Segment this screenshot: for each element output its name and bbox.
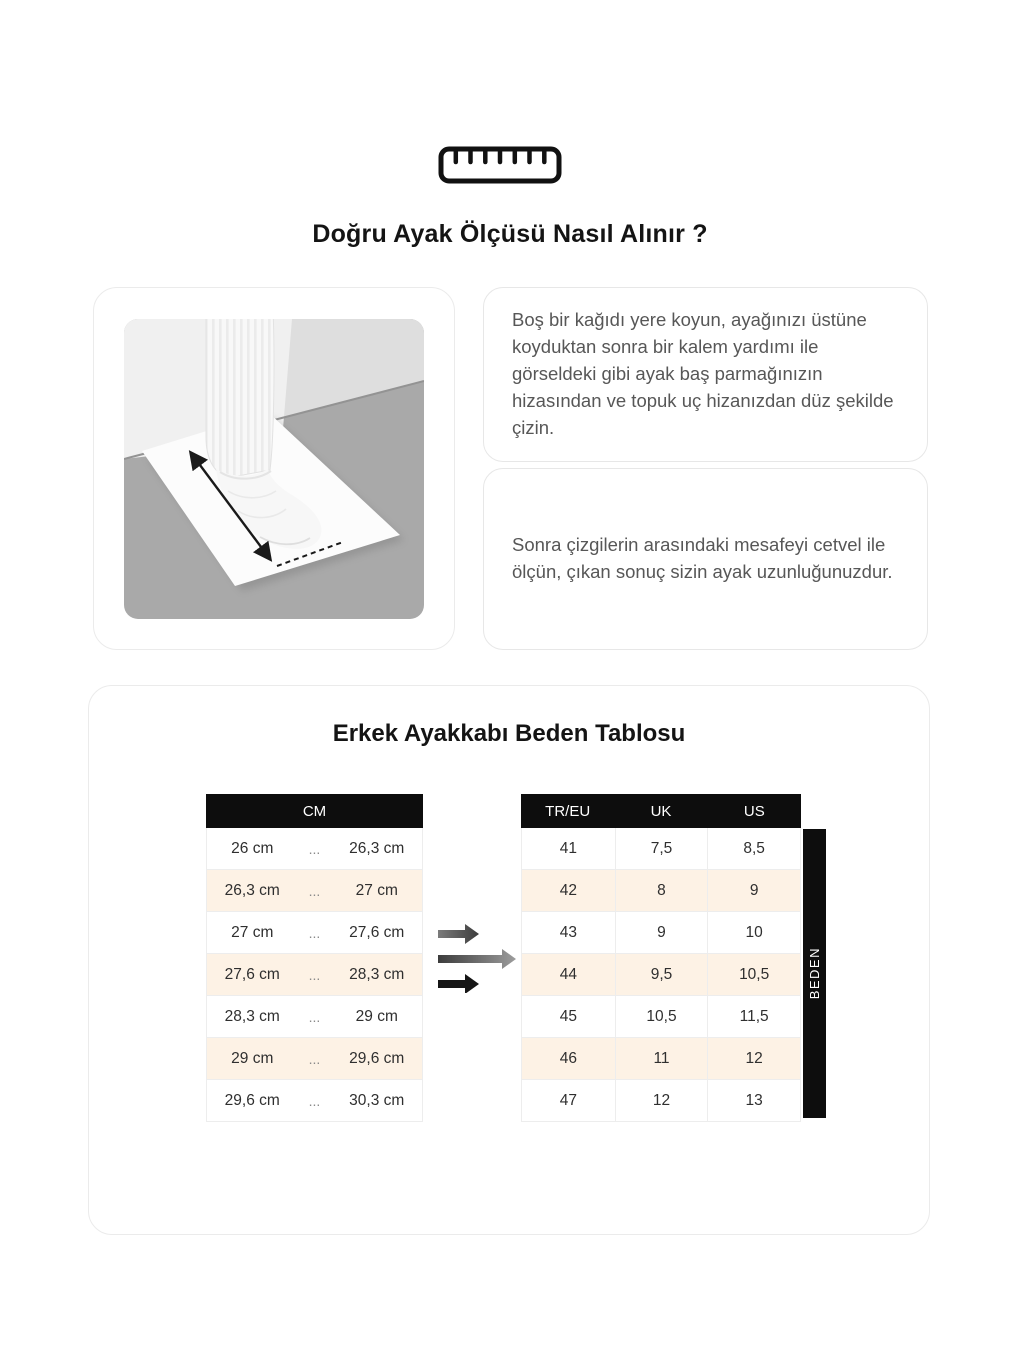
range-dots: ... — [308, 1050, 321, 1067]
range-dots: ... — [308, 924, 321, 941]
cm-from: 26 cm — [231, 839, 274, 857]
size-table-row — [521, 912, 801, 954]
uk-size: 12 — [615, 1080, 708, 1121]
tr-eu-size: 45 — [559, 1007, 577, 1025]
us-size: 10 — [707, 912, 800, 953]
cm-from: 26,3 cm — [224, 881, 280, 899]
size-table-row — [521, 828, 801, 870]
size-table-header-row — [521, 794, 801, 828]
size-table-row — [521, 870, 801, 912]
cm-table-row — [206, 1038, 423, 1080]
instruction-text-1: Boş bir kağıdı yere koyun, ayağınızı üstüne koyduktan sonra bir kalem yardımı ile görseldeki gibi ayak baş parmağınızın hizasından ve topuk uç hizanızdan düz şekilde çizin. — [512, 309, 894, 438]
size-table-row — [521, 1038, 801, 1080]
ruler-icon-svg — [438, 146, 562, 184]
tr-eu-size: 46 — [559, 1049, 577, 1067]
us-size: 11,5 — [707, 996, 800, 1037]
cm-to: 29 cm — [355, 1007, 398, 1025]
ruler-icon — [438, 146, 562, 186]
us-size: 9 — [707, 870, 800, 911]
tr-eu-size: 41 — [559, 839, 577, 857]
cm-from: 28,3 cm — [224, 1007, 280, 1025]
header-uk: UK — [650, 802, 672, 820]
range-dots: ... — [308, 1008, 321, 1025]
cm-to: 29,6 cm — [349, 1049, 405, 1067]
uk-size: 9,5 — [615, 954, 708, 995]
size-table-row — [521, 954, 801, 996]
us-size: 10,5 — [707, 954, 800, 995]
cm-table-row — [206, 954, 423, 996]
size-table-title: Erkek Ayakkabı Beden Tablosu — [332, 720, 686, 747]
uk-size: 10,5 — [615, 996, 708, 1037]
page-title: Doğru Ayak Ölçüsü Nasıl Alınır ? — [312, 220, 708, 248]
cm-from: 29,6 cm — [224, 1091, 280, 1109]
uk-size: 9 — [615, 912, 708, 953]
instruction-box-2 — [483, 468, 928, 650]
cm-table-row — [206, 912, 423, 954]
cm-header-label: CM — [302, 802, 327, 820]
cm-from: 29 cm — [231, 1049, 274, 1067]
tr-eu-size: 42 — [559, 881, 577, 899]
us-size: 13 — [707, 1080, 800, 1121]
measurement-photo-card — [93, 287, 455, 650]
range-dots: ... — [308, 840, 321, 857]
uk-size: 11 — [615, 1038, 708, 1079]
beden-side-bar — [803, 829, 826, 1118]
cm-table-row — [206, 996, 423, 1038]
cm-table-row — [206, 828, 423, 870]
us-size: 8,5 — [707, 828, 800, 869]
cm-table-row — [206, 870, 423, 912]
range-dots: ... — [308, 1092, 321, 1109]
instruction-text-2: Sonra çizgilerin arasındaki mesafeyi cetvel ile ölçün, çıkan sonuç sizin ayak uzunluğunuzdur. — [512, 534, 893, 582]
uk-size: 7,5 — [615, 828, 708, 869]
range-dots: ... — [308, 966, 321, 983]
uk-size: 8 — [615, 870, 708, 911]
tr-eu-size: 47 — [559, 1091, 577, 1109]
cm-to: 27 cm — [355, 881, 398, 899]
header-tr-eu: TR/EU — [545, 802, 591, 820]
cm-to: 27,6 cm — [349, 923, 405, 941]
cm-to: 26,3 cm — [349, 839, 405, 857]
header-us: US — [743, 802, 765, 820]
conversion-arrows-icon — [438, 923, 516, 993]
size-table-card — [88, 685, 930, 1235]
foot-measurement-photo — [124, 319, 424, 619]
cm-table-header — [206, 794, 423, 828]
cm-to: 30,3 cm — [349, 1091, 405, 1109]
cm-table — [206, 794, 423, 1122]
tr-eu-size: 43 — [559, 923, 577, 941]
instruction-box-1 — [483, 287, 928, 462]
us-size: 12 — [707, 1038, 800, 1079]
cm-from: 27,6 cm — [224, 965, 280, 983]
cm-table-row — [206, 1080, 423, 1122]
range-dots: ... — [308, 882, 321, 899]
cm-to: 28,3 cm — [349, 965, 405, 983]
beden-label: BEDEN — [807, 947, 822, 1000]
cm-from: 27 cm — [231, 923, 274, 941]
size-conversion-table — [521, 794, 801, 1122]
size-table-row — [521, 996, 801, 1038]
tr-eu-size: 44 — [559, 965, 577, 983]
size-table-row — [521, 1080, 801, 1122]
